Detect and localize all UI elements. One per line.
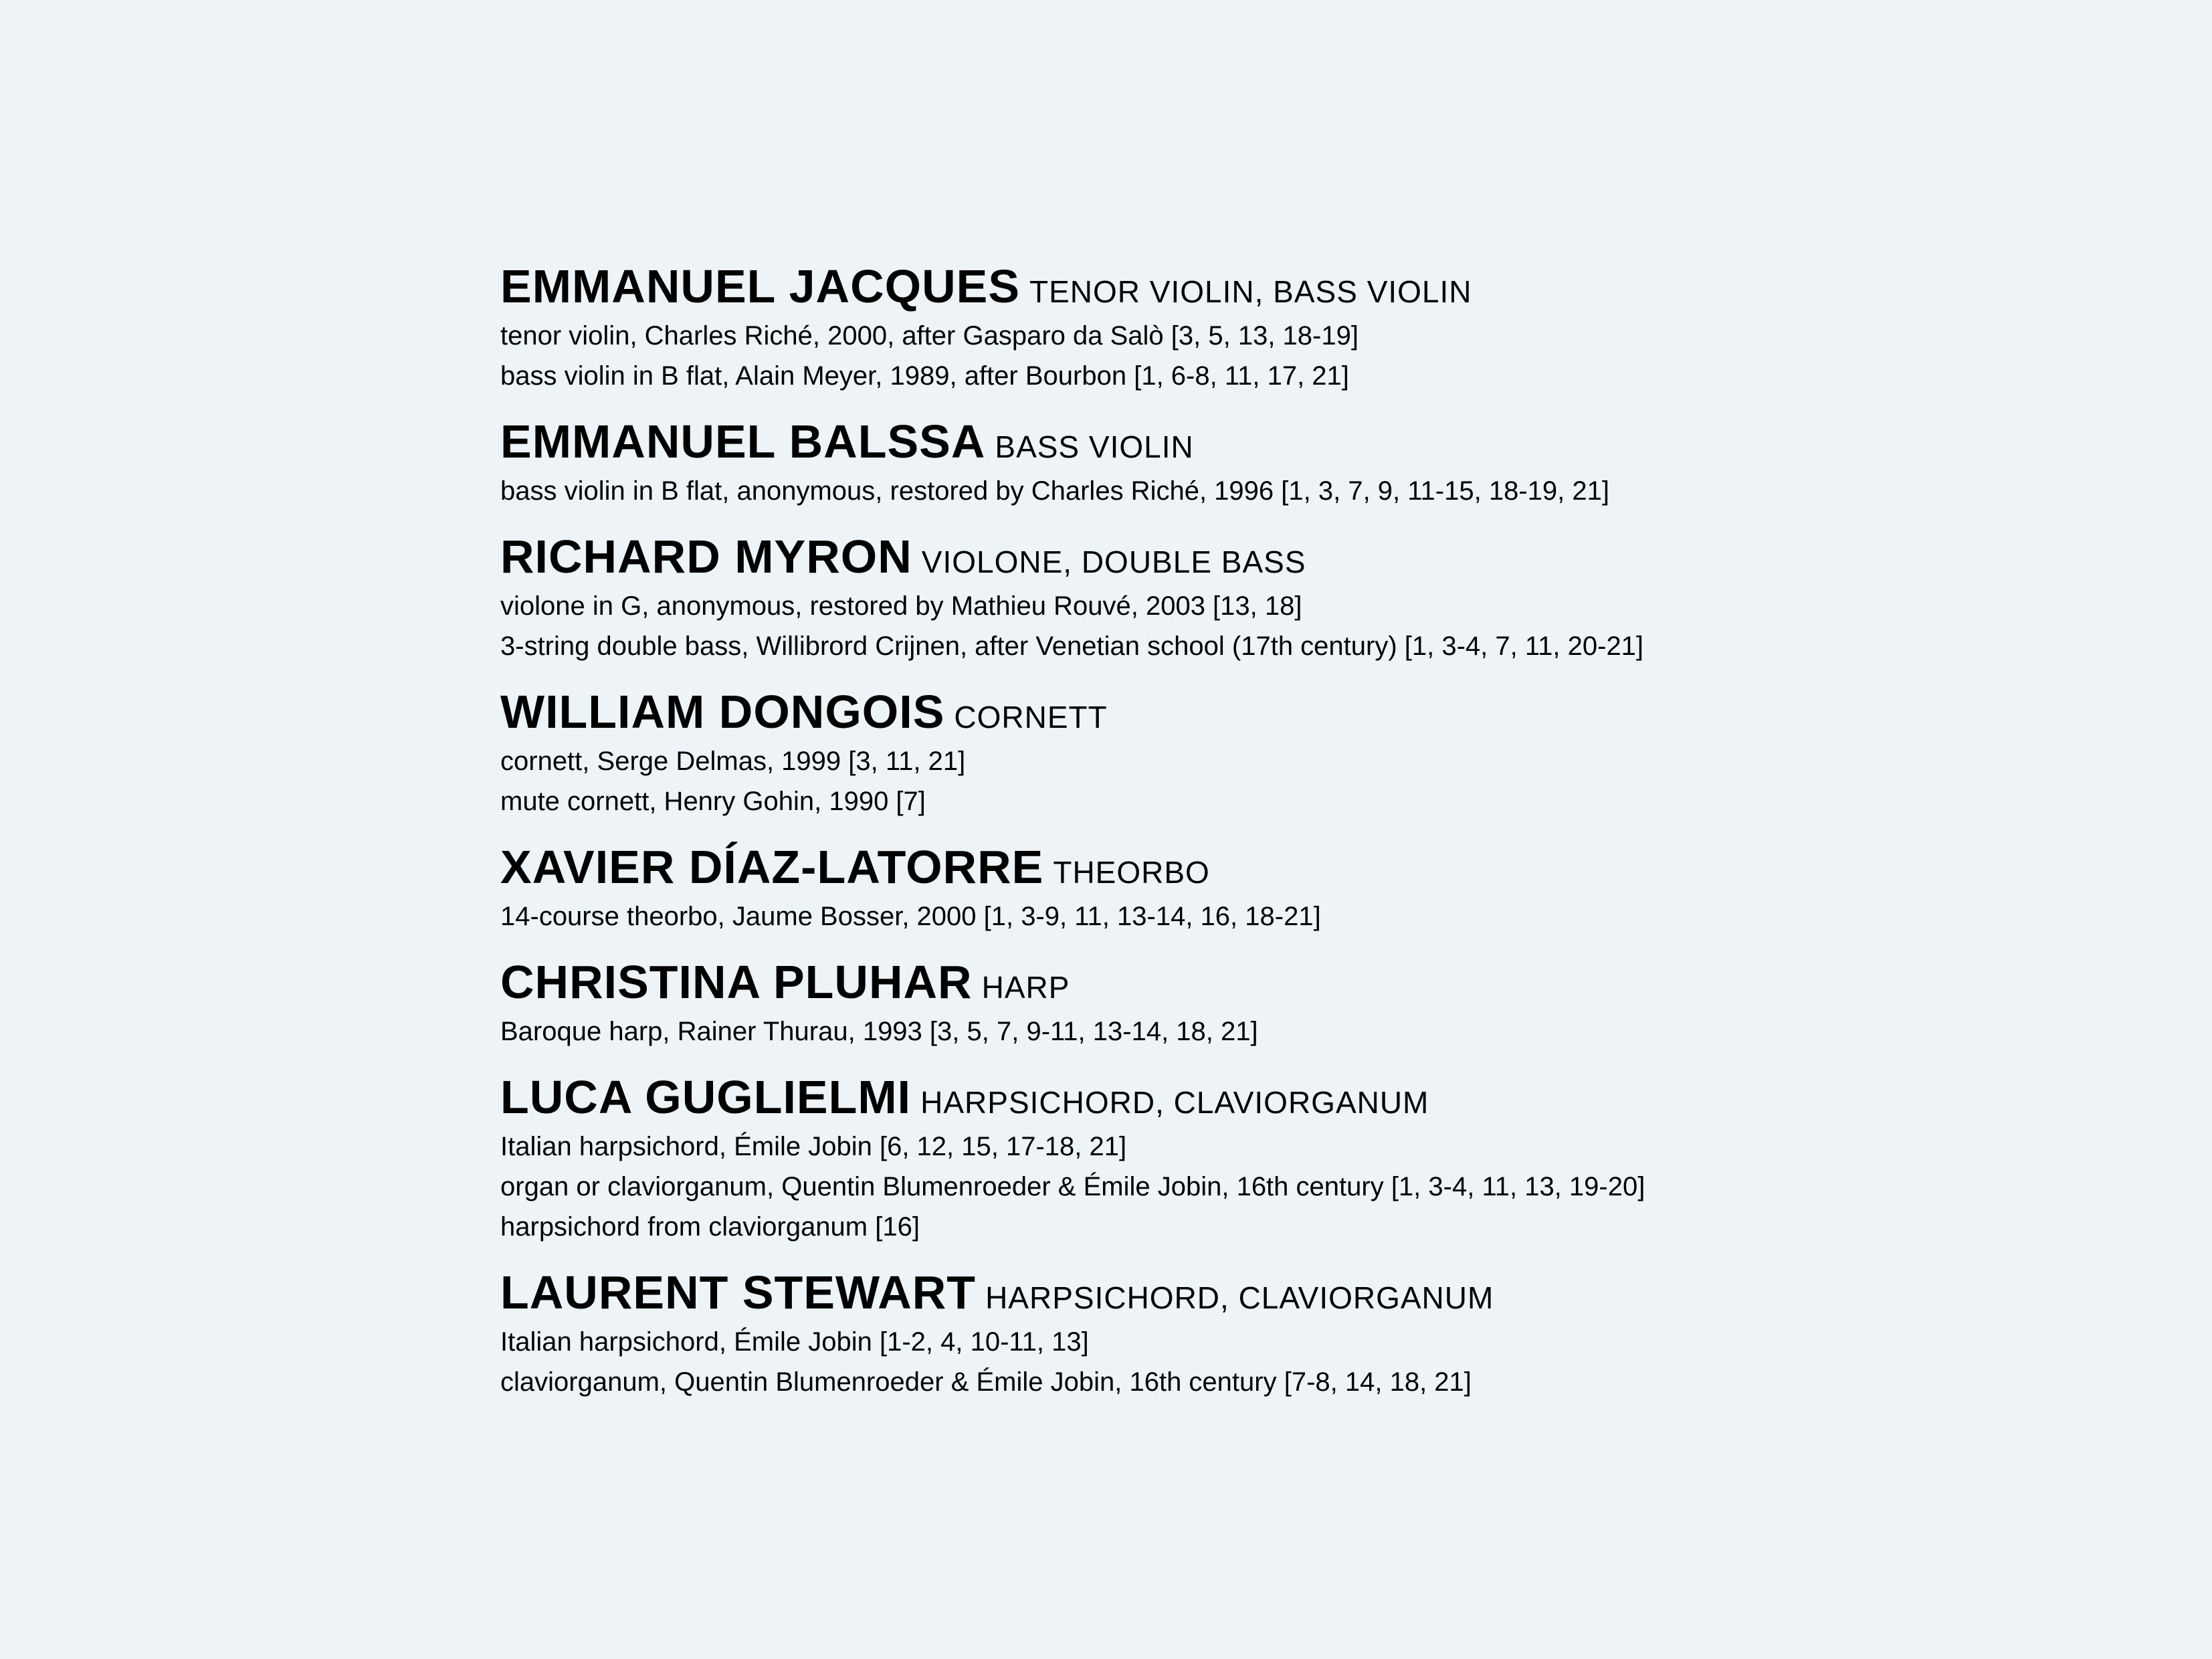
performer-heading [500, 838, 1972, 896]
instrument-line: organ or claviorganum, Quentin Blumenroeder & Émile Jobin, 16th century [1, 3-4, 11, 13, 19-20] [500, 1172, 1645, 1201]
performer-roles: THEORBO [1053, 855, 1210, 890]
performer-name: RICHARD MYRON [500, 530, 912, 583]
instrument-line: tenor violin, Charles Riché, 2000, after Gasparo da Salò [3, 5, 13, 18-19] [500, 321, 1359, 351]
instrument-line: bass violin in B flat, anonymous, restored by Charles Riché, 1996 [1, 3, 7, 9, 11-15, 18-19, 21] [500, 476, 1609, 506]
instrument-line: bass violin in B flat, Alain Meyer, 1989, after Bourbon [1, 6-8, 11, 17, 21] [500, 361, 1349, 391]
performer-name: EMMANUEL JACQUES [500, 260, 1021, 312]
instrument-line: Italian harpsichord, Émile Jobin [6, 12, 15, 17-18, 21] [500, 1132, 1127, 1161]
performer-list [500, 257, 1972, 1418]
instrument-line: mute cornett, Henry Gohin, 1990 [7] [500, 787, 926, 816]
performer-entry [500, 838, 1972, 937]
performer-roles: HARPSICHORD, CLAVIORGANUM [920, 1085, 1429, 1120]
instrument-line: Baroque harp, Rainer Thurau, 1993 [3, 5, 7, 9-11, 13-14, 18, 21] [500, 1017, 1258, 1046]
performer-entry [500, 682, 1972, 821]
performer-heading [500, 527, 1972, 586]
instrument-line: cornett, Serge Delmas, 1999 [3, 11, 21] [500, 747, 966, 776]
performer-entry [500, 953, 1972, 1052]
performer-roles: VIOLONE, DOUBLE BASS [921, 545, 1306, 579]
performer-name: XAVIER DÍAZ-LATORRE [500, 841, 1044, 893]
performer-roles: TENOR VIOLIN, BASS VIOLIN [1029, 274, 1472, 309]
instrument-line: violone in G, anonymous, restored by Mathieu Rouvé, 2003 [13, 18] [500, 591, 1302, 621]
performer-name: LAURENT STEWART [500, 1266, 977, 1319]
performer-name: EMMANUEL BALSSA [500, 415, 986, 468]
instrument-line: 3-string double bass, Willibrord Crijnen, after Venetian school (17th century) [1, 3-4, 7, 11, 20-21] [500, 631, 1644, 661]
instrument-line: 14-course theorbo, Jaume Bosser, 2000 [1, 3-9, 11, 13-14, 16, 18-21] [500, 902, 1321, 931]
performer-entry [500, 1068, 1972, 1247]
instrument-line: harpsichord from claviorganum [16] [500, 1212, 920, 1242]
performer-entry [500, 1263, 1972, 1402]
performer-heading [500, 257, 1972, 316]
performer-heading [500, 1263, 1972, 1322]
performer-heading [500, 682, 1972, 741]
performer-entry [500, 527, 1972, 666]
instrument-line: Italian harpsichord, Émile Jobin [1-2, 4, 10-11, 13] [500, 1327, 1089, 1357]
performer-heading [500, 953, 1972, 1011]
performer-heading [500, 412, 1972, 471]
performer-roles: BASS VIOLIN [995, 429, 1194, 464]
performer-entry [500, 412, 1972, 511]
performer-heading [500, 1068, 1972, 1127]
performer-name: CHRISTINA PLUHAR [500, 956, 973, 1008]
instrument-line: claviorganum, Quentin Blumenroeder & Émile Jobin, 16th century [7-8, 14, 18, 21] [500, 1367, 1472, 1397]
performer-entry [500, 257, 1972, 396]
performer-roles: HARPSICHORD, CLAVIORGANUM [985, 1280, 1494, 1315]
performer-name: LUCA GUGLIELMI [500, 1071, 912, 1123]
performer-roles: CORNETT [954, 700, 1108, 735]
performer-roles: HARP [981, 970, 1070, 1005]
performer-name: WILLIAM DONGOIS [500, 686, 945, 738]
